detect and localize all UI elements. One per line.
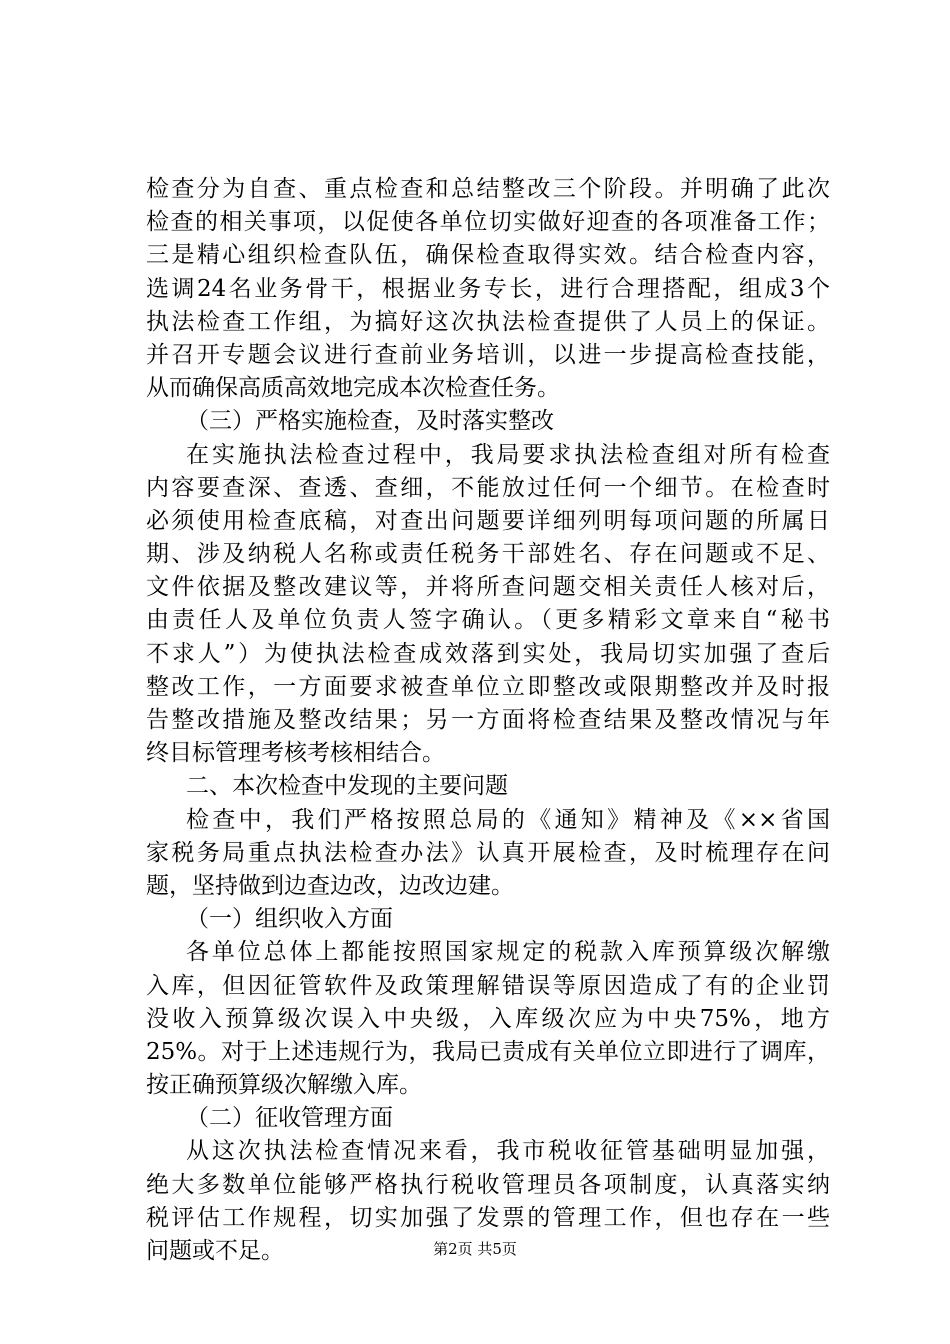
text-line: 内容要查深、查透、查细，不能放过任何一个细节。在检查时	[146, 474, 830, 501]
text-line: 按正确预算级次解缴入库。	[146, 1072, 422, 1099]
text-line: 在实施执法检查过程中，我局要求执法检查组对所有检查	[186, 441, 830, 468]
text-line: 检查的相关事项，以促使各单位切实做好迎查的各项准备工作；	[146, 209, 830, 236]
text-line: （一）组织收入方面	[186, 906, 393, 933]
text-line: 并召开专题会议进行查前业务培训，以进一步提高检查技能，	[146, 341, 830, 368]
text-line: 整改工作，一方面要求被查单位立即整改或限期整改并及时报	[146, 673, 830, 700]
text-line: 入库，但因征管软件及政策理解错误等原因造成了有的企业罚	[146, 972, 830, 999]
text-line: 执法检查工作组，为搞好这次执法检查提供了人员上的保证。	[146, 308, 830, 335]
text-line: 告整改措施及整改结果；另一方面将检查结果及整改情况与年	[146, 707, 830, 733]
text-line: 文件依据及整改建议等，并将所查问题交相关责任人核对后，	[146, 574, 830, 601]
text-line: 检查中，我们严格按照总局的《通知》精神及《××省国	[186, 806, 830, 833]
text-line: 期、涉及纳税人名称或责任税务干部姓名、存在问题或不足、	[146, 541, 830, 568]
text-line: 三是精心组织检查队伍，确保检查取得实效。结合检查内容，	[146, 242, 830, 269]
text-line: 绝大多数单位能够严格执行税收管理员各项制度，认真落实纳	[146, 1171, 830, 1198]
text-line: 检查分为自查、重点检查和总结整改三个阶段。并明确了此次	[146, 176, 830, 202]
text-line: 家税务局重点执法检查办法》认真开展检查，及时梳理存在问	[146, 839, 830, 866]
text-line: （二）征收管理方面	[186, 1105, 393, 1132]
document-body	[146, 173, 830, 1268]
text-line: 税评估工作规程，切实加强了发票的管理工作，但也存在一些	[146, 1204, 830, 1231]
text-line: 必须使用检查底稿，对查出问题要详细列明每项问题的所属日	[146, 507, 830, 534]
text-line: 不求人”）为使执法检查成效落到实处，我局切实加强了查后	[146, 640, 830, 667]
text-line: 二、本次检查中发现的主要问题	[186, 773, 508, 800]
text-line: 由责任人及单位负责人签字确认。（更多精彩文章来自“秘书	[146, 607, 830, 634]
page-footer: 第2页 共5页	[433, 1240, 517, 1258]
text-line: 各单位总体上都能按照国家规定的税款入库预算级次解缴	[186, 939, 830, 966]
text-line: 没收入预算级次误入中央级，入库级次应为中央75%，地方	[146, 1005, 830, 1032]
text-line: 25%。对于上述违规行为，我局已责成有关单位立即进行了调库，	[146, 1038, 830, 1065]
text-line: 问题或不足。	[146, 1238, 284, 1264]
text-line: 从而确保高质高效地完成本次检查任务。	[146, 375, 560, 402]
text-line: 终目标管理考核考核相结合。	[146, 740, 445, 767]
text-line: （三）严格实施检查，及时落实整改	[186, 408, 554, 435]
text-line: 选调24名业务骨干，根据业务专长，进行合理搭配，组成3个	[146, 275, 830, 302]
text-line: 从这次执法检查情况来看，我市税收征管基础明显加强，	[186, 1138, 830, 1165]
text-line: 题，坚持做到边查边改，边改边建。	[146, 872, 514, 899]
